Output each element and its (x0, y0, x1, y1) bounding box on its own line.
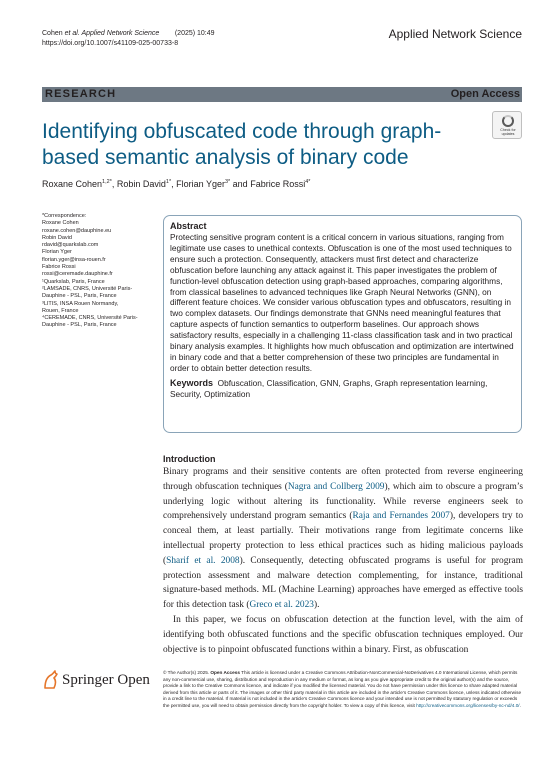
check-updates-icon (502, 115, 514, 127)
paragraph: Binary programs and their sensitive contents are often protected from reverse engineering through obfuscation techniques (Nagra and Collberg 2009), which aim to obscure a program’s underlying logic without altering its functionality. While reverse engineers seek to comprehensively understand program semantics (Raja and Fernandes 2007), developers try to conceal them, at least partially. Their motivations range from legitimate concerns like intellectual property protection to less ethical practices such as hiding malicious payloads (Sharif et al. 2008). Consequently, detecting obfuscated programs is useful for program protection assessment and malware detection complementing, for instance, traditional signature-based methods. ML (Machine Learning) approaches have emerged as effective tools for this detection task (Greco et al. 2023). (163, 467, 524, 611)
keywords (170, 378, 515, 400)
article-title: Identifying obfuscated code through graph-based semantic analysis of binary code (42, 120, 442, 169)
running-header (42, 29, 215, 49)
correspondence-line: Fabrice Rossi (42, 264, 76, 271)
author-affiliation-sup: 1,2* (102, 179, 112, 185)
correspondence-line: Florian Yger (42, 249, 72, 256)
affiliation-line: ²LAMSADE, CNRS, Université Paris- (42, 285, 133, 292)
article-type-label: RESEARCH (45, 88, 117, 100)
correspondence-email[interactable]: rdavid@quarkslab.com (42, 242, 99, 249)
article-type-bar (42, 87, 522, 102)
check-updates-label: Check for updates (500, 128, 516, 136)
author-name[interactable]: Robin David (116, 179, 166, 189)
correspondence-notes (42, 213, 157, 330)
affiliation-line: Rouen, France (42, 307, 79, 314)
citation-link[interactable]: Greco et al. 2023 (249, 600, 314, 611)
citation-link[interactable]: Sharif et al. 2008 (166, 555, 240, 566)
correspondence-heading: *Correspondence: (42, 213, 87, 219)
correspondence-line: Robin David (42, 234, 72, 241)
section-heading-introduction: Introduction (163, 454, 216, 464)
affiliation-line: ⁴CEREMADE, CNRS, Université Paris- (42, 315, 138, 322)
license-text: © The Author(s) 2025. Open Access This article is licensed under a Creative Commons Attribution-NonCommercial-NoDerivatives 4.0 International License, which permits any non-commercial use, sharing, distribution and reproduction in any medium or format, as long as you give appropriate credit to the original author(s) and the source, provide a link to the Creative Commons licence, and indicate if you modified the licensed material. You do not have permission under this licence to share adapted material derived from this article or parts of it. The images or other third party material in this article are included in the article’s Creative Commons licence, unless indicated otherwise in a credit line to the material. If material is not included in the article’s Creative Commons licence and your intended use is not permitted by statutory regulation or exceeds the permitted use, you will need to obtain permission directly from the copyright holder. To view a copy of this licence, visit http://creativecommons.org/licenses/by-nc-nd/4.0/. (163, 670, 522, 708)
keywords-list: Obfuscation, Classification, GNN, Graphs, Graph representation learning, Security, Optimization (170, 377, 490, 399)
running-header-authors: Cohen et al. Applied Network Science (2025) 10:49 (42, 30, 215, 37)
correspondence-email[interactable]: florian.yger@insa-rouen.fr (42, 256, 106, 263)
author-name[interactable]: Florian Yger (176, 179, 225, 189)
affiliation-line: ¹Quarkslab, Paris, France (42, 278, 105, 285)
introduction-body (163, 465, 523, 657)
abstract-heading: Abstract (170, 221, 207, 231)
author-affiliation-sup: 3* (224, 179, 231, 185)
affiliation-line: Dauphine - PSL, Paris, France (42, 293, 117, 300)
open-access-label: Open Access (450, 88, 520, 100)
citation-link[interactable]: Nagra and Collberg 2009 (287, 481, 385, 492)
keywords-label: Keywords (170, 377, 214, 388)
correspondence-line: Roxane Cohen (42, 220, 79, 227)
correspondence-email[interactable]: rossi@ceremade.dauphine.fr (42, 271, 113, 278)
journal-name: Applied Network Science (388, 27, 522, 41)
author-name[interactable]: Fabrice Rossi (250, 179, 306, 189)
author-list: Roxane Cohen$^{1,2*}$, Robin David$^{1*}$, Florian Yger$^{3*}$ and Fabrice Rossi$^{4*}$ (42, 179, 311, 189)
abstract-box (163, 215, 522, 433)
doi-link[interactable]: https://doi.org/10.1007/s41109-025-00733-8 (42, 40, 179, 47)
affiliation-line: Dauphine - PSL, Paris, France (42, 322, 117, 329)
correspondence-email[interactable]: roxane.cohen@dauphine.eu (42, 227, 112, 234)
springer-horse-icon (42, 670, 60, 690)
citation-link[interactable]: Raja and Fernandes 2007 (352, 511, 450, 522)
author-affiliation-sup: 1* (165, 179, 172, 185)
author-affiliation-sup: 4* (305, 179, 311, 185)
paragraph: In this paper, we focus on obfuscation detection at the function level, with the aim of identifying both obfuscated functions and the specific obfuscation techniques employed. Our objective is to pinpoint obfuscated functions within a binary. First, as obfuscation (163, 614, 523, 655)
abstract-text: Protecting sensitive program content is a critical concern in various situations, ranging from legitimate use cases to unethical contexts. Obfuscation is one of the most used techniques to ensure such a protection. Consequently, attackers must first detect and characterize obfuscation before launching any attack against it. This paper investigates the problem of function-level obfuscation detection using graph-based approaches, comparing algorithms, from classical baselines to advanced techniques like Graph Neural Networks (GNN), on different feature choices. We consider various obfuscation types and obfuscators, resulting in two complex datasets. Our findings demonstrate that GNNs need meaningful features that capture aspects of function semantics to outperform baselines. Our approach shows satisfactory results, especially in a challenging 11-class classification task and in two practical binary analysis examples. It highlights how much obfuscation and optimization are intertwined in binary code and that a better comprehension of these two principles are fundamental in order to obtain better detection results. (170, 232, 514, 373)
publisher-name: Springer Open (62, 672, 150, 688)
check-for-updates-button[interactable] (492, 111, 522, 139)
author-name[interactable]: Roxane Cohen (42, 179, 103, 189)
affiliation-line: ³LITIS, INSA Rouen Normandy, (42, 300, 119, 307)
license-link[interactable]: http://creativecommons.org/licenses/by-nc-nd/4.0/ (416, 702, 520, 708)
